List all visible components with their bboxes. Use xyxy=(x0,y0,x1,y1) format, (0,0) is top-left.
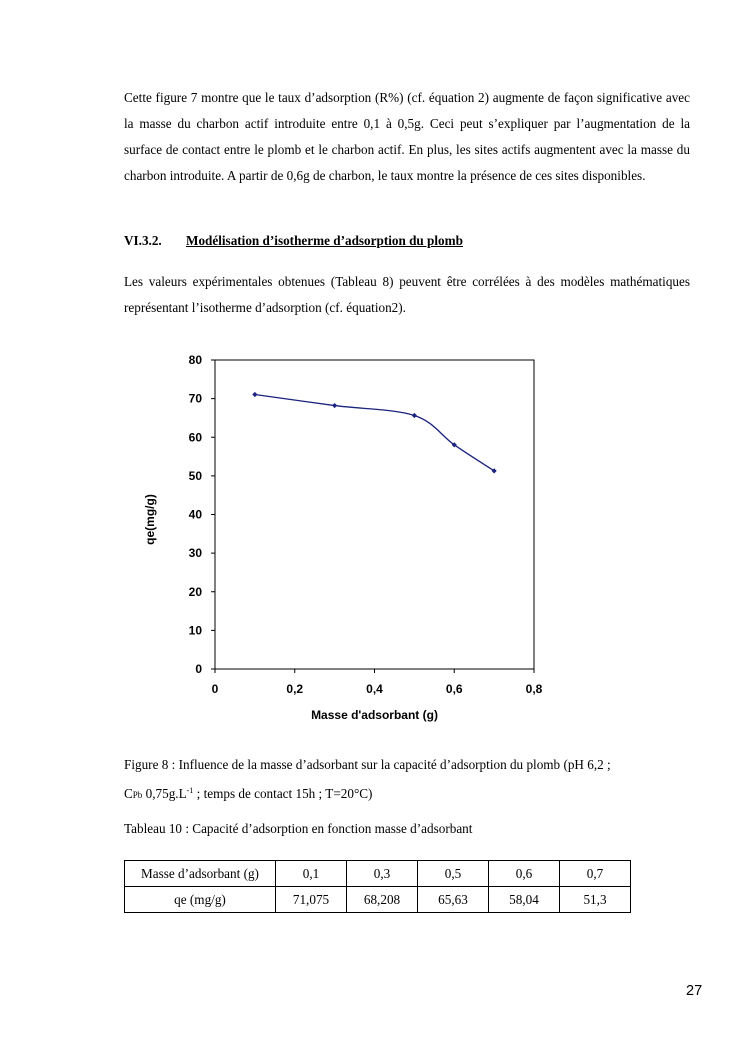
y-axis-title: qe(mg/g) xyxy=(143,494,157,545)
y-tick-label: 0 xyxy=(195,662,202,676)
table-cell: 0,3 xyxy=(347,861,418,887)
table-row-label: qe (mg/g) xyxy=(125,887,276,913)
figure-caption-rest: ; temps de contact 15h ; T=20°C) xyxy=(193,786,373,801)
data-point xyxy=(412,413,417,418)
y-tick-label: 20 xyxy=(188,584,202,599)
figure-caption xyxy=(124,752,690,808)
table-cell: 0,5 xyxy=(418,861,489,887)
figure-caption-c: C xyxy=(124,786,133,801)
table-row xyxy=(125,887,631,913)
figure-caption-conc: 0,75g.L xyxy=(142,786,187,801)
table-cell: 51,3 xyxy=(560,887,631,913)
data-table xyxy=(124,860,631,913)
y-tick-label: 50 xyxy=(188,468,202,483)
page-number: 27 xyxy=(686,983,703,999)
figure-caption-main: Figure 8 : Influence de la masse d’adsorbant sur la capacité d’adsorption du plomb (pH 6,2 ; xyxy=(124,757,611,772)
x-tick-label: 0 xyxy=(211,682,219,696)
paragraph-models: Les valeurs expérimentales obtenues (Tableau 8) peuvent être corrélées à des modèles mathématiques représentant l’isotherme d’adsorption (cf. équation2). xyxy=(124,274,690,315)
plot-frame xyxy=(215,360,534,669)
x-axis-title: Masse d'adsorbant (g) xyxy=(311,708,438,722)
y-tick-label: 30 xyxy=(188,546,202,561)
table-row-label: Masse d’adsorbant (g) xyxy=(125,861,276,887)
table-cell: 65,63 xyxy=(418,887,489,913)
table-cell: 58,04 xyxy=(489,887,560,913)
figure-caption-sup: -1 xyxy=(186,786,194,795)
table-cell: 68,208 xyxy=(347,887,418,913)
x-tick-label: 0,8 xyxy=(525,682,543,696)
figure-caption-sub: Pb xyxy=(132,790,143,800)
y-tick-label: 60 xyxy=(188,430,202,445)
y-tick-label: 10 xyxy=(188,623,202,638)
table-row xyxy=(125,861,631,887)
section-heading xyxy=(124,230,463,252)
table-cell: 0,6 xyxy=(489,861,560,887)
section-number: VI.3.2. xyxy=(124,233,162,248)
table-cell: 0,7 xyxy=(560,861,631,887)
paragraph-intro: Cette figure 7 montre que le taux d’adsorption (R%) (cf. équation 2) augmente de façon significative avec la masse du charbon actif introduite entre 0,1 à 0,5g. Ceci peut s’expliquer par l’augmentation de la surface de contact entre le plomb et le charbon actif. En plus, les sites actifs augmentent avec la masse du charbon introduite. A partir de 0,6g de charbon, le taux montre la présence de ces sites disponibles. xyxy=(124,90,690,183)
table-cell: 0,1 xyxy=(276,861,347,887)
y-tick-label: 80 xyxy=(188,353,202,367)
adsorption-chart xyxy=(140,345,560,730)
y-tick-label: 40 xyxy=(188,507,202,522)
table-cell: 71,075 xyxy=(276,887,347,913)
y-tick-label: 70 xyxy=(188,391,202,406)
series-line xyxy=(255,394,494,470)
section-title: Modélisation d’isotherme d’adsorption du plomb xyxy=(186,233,463,248)
table-caption: Tableau 10 : Capacité d’adsorption en fonction masse d’adsorbant xyxy=(124,821,473,836)
data-point xyxy=(332,403,337,408)
plot-layer xyxy=(143,353,543,722)
data-point xyxy=(252,392,257,397)
x-tick-label: 0,2 xyxy=(286,682,304,696)
x-tick-label: 0,4 xyxy=(366,682,383,696)
x-tick-label: 0,6 xyxy=(445,682,463,696)
